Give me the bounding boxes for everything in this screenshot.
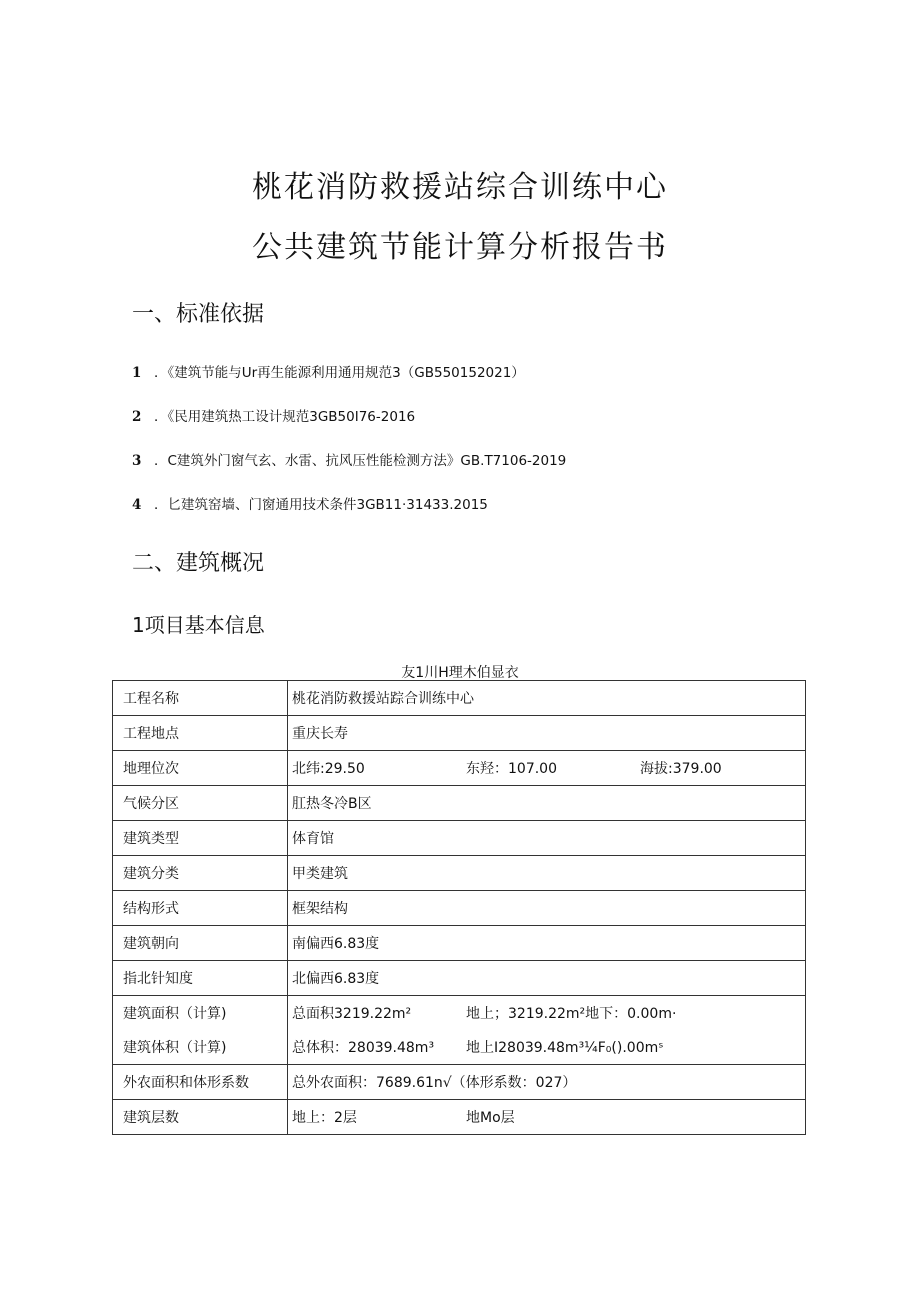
row-value: 重庆长寿 [288,716,806,751]
reference-text: ．C建筑外门窗气玄、水雷、抗风压性能检测方法》GB.T7106-2019 [154,453,567,469]
table-row [113,821,806,856]
section-heading-standards: 一、标准依据 [132,302,265,327]
row-value [288,751,806,786]
table-row [113,1100,806,1135]
table-row [113,716,806,751]
reference-number: 4 [132,497,142,513]
reference-text: ．《建筑节能与Ur再生能源利用通用规范3（GB550152021） [154,365,525,381]
report-title-line2: 公共建筑节能计算分析报告书 [252,230,668,265]
row-value: 甲类建筑 [288,856,806,891]
reference-item [132,361,525,381]
row-value: 体育馆 [288,821,806,856]
row-label: 建筑朝向 [113,926,288,961]
volume-split-value: 地上I28039.48m³¼F₀().00mˢ [466,1040,664,1056]
table-row [113,961,806,996]
table-row [113,751,806,786]
reference-text: ．匕建筑窑墙、门窗通用技术条件3GB11·31433.2015 [154,497,488,513]
row-value: 肛热冬冷B区 [288,786,806,821]
row-value: 北偏西6.83度 [288,961,806,996]
reference-number: 2 [132,409,142,425]
row-label: 建筑类型 [113,821,288,856]
row-label: 建筑体积（计算) [113,1030,288,1065]
row-label: 指北针知度 [113,961,288,996]
table-row [113,926,806,961]
reference-item [132,449,566,469]
floors-above-value: 地上：2层 [292,1110,357,1126]
row-label: 建筑面积（计算) [113,996,288,1031]
floors-below-value: 地Mo层 [466,1110,515,1126]
row-label: 建筑层数 [113,1100,288,1135]
row-label: 结构形式 [113,891,288,926]
latitude-value: 北纬:29.50 [292,761,365,777]
reference-number: 3 [132,453,142,469]
row-value [288,1030,806,1065]
report-title-line1: 桃花消防救援站综合训练中心 [252,170,668,205]
subsection-heading: 1项目基本信息 [132,613,265,637]
area-split-value: 地上；3219.22m²地下：0.00m· [466,1006,677,1022]
table-row [113,996,806,1031]
row-value: 南偏西6.83度 [288,926,806,961]
row-value [288,996,806,1031]
row-label: 工程名称 [113,681,288,716]
table-caption: 友1川H理木伯显衣 [401,665,519,681]
reference-item [132,493,488,513]
row-label: 建筑分类 [113,856,288,891]
row-value: 桃花消防救援站踪合训练中心 [288,681,806,716]
row-value: 框架结构 [288,891,806,926]
table-row [113,1065,806,1100]
reference-item [132,405,415,425]
row-value [288,1100,806,1135]
project-info-table [112,680,806,1135]
section-heading-overview: 二、建筑概况 [132,551,265,576]
total-volume-value: 总体积：28039.48m³ [292,1040,435,1056]
table-row [113,856,806,891]
row-label: 工程地点 [113,716,288,751]
table-row [113,1030,806,1065]
table-row [113,681,806,716]
table-row [113,786,806,821]
altitude-value: 海拔:379.00 [640,761,722,777]
longitude-value: 东羟：107.00 [466,761,557,777]
total-area-value: 总面积3219.22m² [292,1006,412,1022]
table-row [113,891,806,926]
reference-text: ．《民用建筑热工设计规范3GB50I76-2016 [154,409,416,425]
row-label: 外农面积和体形系数 [113,1065,288,1100]
row-value: 总外农面积：7689.61n√（体形系数：027） [288,1065,806,1100]
row-label: 地理位次 [113,751,288,786]
reference-number: 1 [132,365,142,381]
row-label: 气候分区 [113,786,288,821]
